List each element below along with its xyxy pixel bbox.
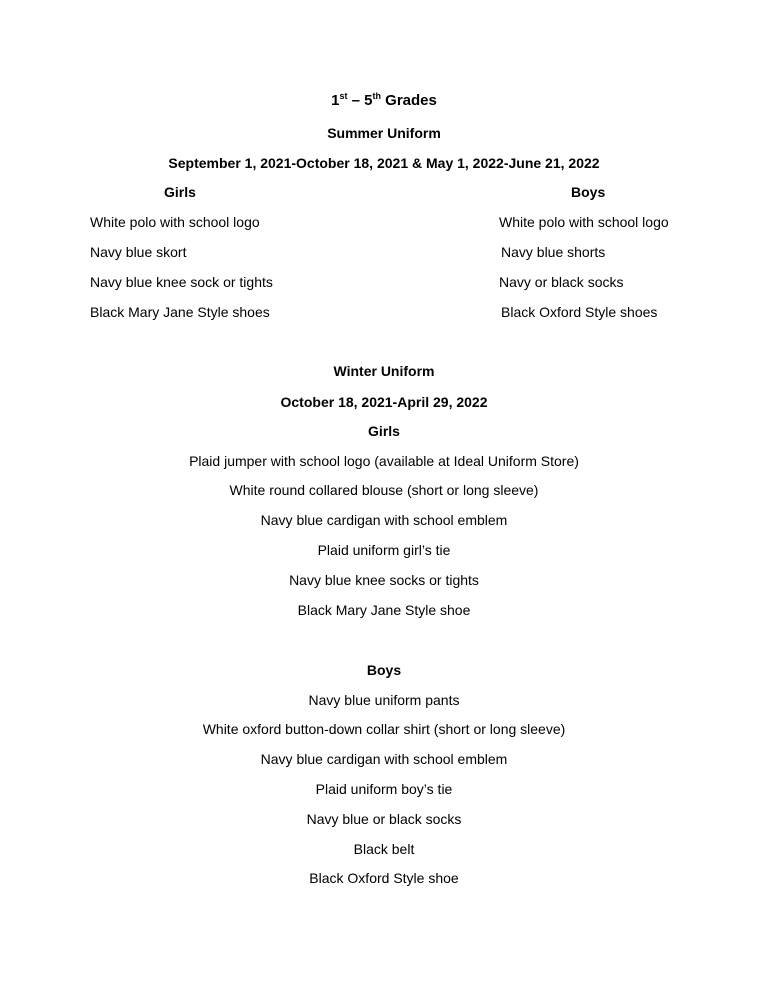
summer-boys-item: Black Oxford Style shoes [501,304,658,320]
summer-boys-item: Navy or black socks [499,274,624,290]
winter-girls-item: Black Mary Jane Style shoe [297,602,471,618]
winter-dates: October 18, 2021-April 29, 2022 [280,394,488,410]
winter-boys-item: Navy blue or black socks [306,811,462,827]
summer-boys-heading: Boys [571,184,606,200]
winter-title: Winter Uniform [333,363,435,379]
grade-word: Grades [381,92,437,109]
winter-girls-heading: Girls [368,423,400,439]
winter-boys-item: Black belt [353,841,415,857]
summer-girls-item: Black Mary Jane Style shoes [90,304,270,320]
summer-boys-item: Navy blue shorts [501,244,606,260]
winter-boys-item: Navy blue uniform pants [308,692,460,708]
summer-boys-item: White polo with school logo [499,214,669,230]
summer-girls-item: Navy blue skort [90,244,187,260]
winter-girls-item: Plaid jumper with school logo (available at Ideal Uniform Store) [189,453,579,469]
winter-boys-item: Black Oxford Style shoe [309,870,459,886]
winter-boys-item: Plaid uniform boy’s tie [315,781,453,797]
grade-separator: – [347,92,365,109]
grade-start-suffix: st [339,91,348,101]
winter-girls-item: Plaid uniform girl’s tie [317,542,451,558]
winter-boys-item: Navy blue cardigan with school emblem [260,751,508,767]
summer-dates: September 1, 2021-October 18, 2021 & May 1, 2022-June 21, 2022 [168,155,600,171]
page-title [0,92,768,110]
summer-title: Summer Uniform [327,125,441,141]
summer-girls-item: Navy blue knee sock or tights [90,274,273,290]
winter-girls-item: White round collared blouse (short or long sleeve) [229,482,539,498]
summer-girls-item: White polo with school logo [90,214,260,230]
summer-girls-heading: Girls [164,184,196,200]
winter-boys-item: White oxford button-down collar shirt (short or long sleeve) [202,721,566,737]
winter-girls-item: Navy blue knee socks or tights [289,572,479,588]
grade-start-number: 1 [331,92,340,109]
grade-end-suffix: th [372,91,381,101]
winter-boys-heading: Boys [366,662,402,678]
winter-girls-item: Navy blue cardigan with school emblem [260,512,508,528]
grade-end-number: 5 [364,92,373,109]
